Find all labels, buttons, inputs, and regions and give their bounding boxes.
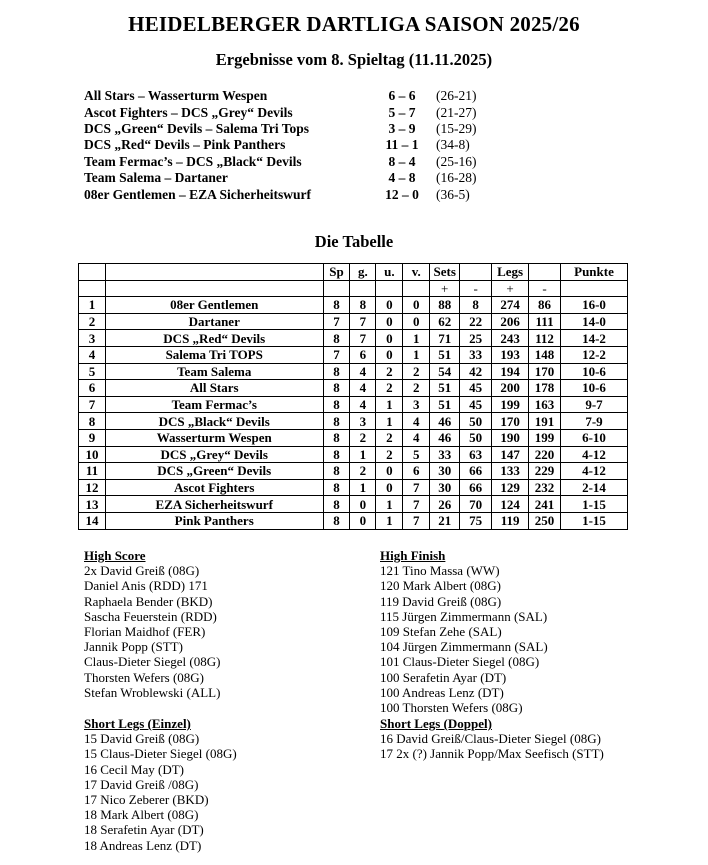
cell-sets-minus: 50	[460, 429, 492, 446]
table-row	[79, 446, 628, 463]
header-v: v.	[403, 264, 430, 281]
header-sp: Sp	[323, 264, 350, 281]
cell-legs-plus: 170	[492, 413, 529, 430]
cell-u: 2	[376, 380, 403, 397]
result-score: 3 – 9	[388, 120, 416, 136]
cell-g: 7	[350, 313, 376, 330]
cell-legs-minus: 250	[529, 512, 561, 529]
header-punkte: Punkte	[561, 264, 628, 281]
cell-v: 2	[403, 380, 430, 397]
table-row	[79, 413, 628, 430]
cell-sets-minus: 22	[460, 313, 492, 330]
cell-sets-minus: 45	[460, 380, 492, 397]
cell-punkte: 10-6	[561, 363, 628, 380]
high-finish-item: 100 Serafetin Ayar (DT)	[380, 669, 507, 685]
high-finish-item: 121 Tino Massa (WW)	[380, 563, 500, 579]
standings-table	[78, 263, 628, 530]
cell-g: 6	[350, 346, 376, 363]
results-list	[84, 88, 477, 203]
cell-punkte: 14-0	[561, 313, 628, 330]
cell-u: 0	[376, 463, 403, 480]
cell-team: EZA Sicherheitswurf	[105, 496, 323, 513]
result-row	[84, 154, 477, 170]
cell-legs-plus: 190	[492, 429, 529, 446]
cell-sets-plus: 51	[430, 396, 460, 413]
cell-sp: 8	[323, 463, 350, 480]
header-g: g.	[350, 264, 376, 281]
high-score-item: Jannik Popp (STT)	[84, 639, 183, 655]
cell-rank: 2	[79, 313, 106, 330]
header-legs: Legs	[492, 264, 529, 281]
high-score-item: Daniel Anis (RDD) 171	[84, 578, 208, 594]
result-match: All Stars – Wasserturm Wespen	[84, 88, 268, 104]
subheader-legs-plus: +	[492, 280, 529, 297]
cell-punkte: 14-2	[561, 330, 628, 347]
cell-sets-plus: 26	[430, 496, 460, 513]
page-subtitle: Ergebnisse vom 8. Spieltag (11.11.2025)	[215, 50, 493, 69]
short-legs-einzel-section	[84, 716, 237, 853]
result-match: 08er Gentlemen – EZA Sicherheitswurf	[84, 186, 311, 202]
subheader-blank	[561, 280, 628, 297]
cell-u: 2	[376, 446, 403, 463]
short-legs-einzel-item: 17 Nico Zeberer (BKD)	[84, 792, 209, 808]
high-score-section	[84, 548, 220, 700]
high-finish-item: 100 Thorsten Wefers (08G)	[380, 700, 523, 716]
cell-sp: 8	[323, 496, 350, 513]
cell-u: 0	[376, 330, 403, 347]
subheader-sets-minus: -	[460, 280, 492, 297]
result-score: 8 – 4	[388, 153, 416, 169]
high-finish-item: 104 Jürgen Zimmermann (SAL)	[380, 639, 548, 655]
cell-g: 3	[350, 413, 376, 430]
standings-header-row	[79, 264, 628, 281]
result-match: Team Salema – Dartaner	[84, 170, 228, 186]
cell-sp: 8	[323, 446, 350, 463]
cell-legs-minus: 220	[529, 446, 561, 463]
subheader-blank	[376, 280, 403, 297]
cell-rank: 13	[79, 496, 106, 513]
short-legs-doppel-heading: Short Legs (Doppel)	[380, 716, 492, 731]
cell-sets-plus: 33	[430, 446, 460, 463]
cell-u: 0	[376, 313, 403, 330]
high-score-item: 2x David Greiß (08G)	[84, 563, 200, 579]
cell-legs-plus: 194	[492, 363, 529, 380]
cell-u: 1	[376, 413, 403, 430]
cell-sets-minus: 70	[460, 496, 492, 513]
cell-v: 3	[403, 396, 430, 413]
cell-punkte: 1-15	[561, 512, 628, 529]
cell-sets-minus: 25	[460, 330, 492, 347]
high-finish-item: 120 Mark Albert (08G)	[380, 578, 501, 594]
cell-v: 1	[403, 330, 430, 347]
cell-sets-plus: 51	[430, 380, 460, 397]
cell-sets-minus: 75	[460, 512, 492, 529]
cell-legs-plus: 147	[492, 446, 529, 463]
table-row	[79, 496, 628, 513]
result-score: 4 – 8	[388, 170, 416, 186]
high-score-item: Stefan Wroblewski (ALL)	[84, 684, 221, 700]
subheader-blank	[105, 280, 323, 297]
cell-u: 0	[376, 346, 403, 363]
cell-rank: 14	[79, 512, 106, 529]
result-match: Ascot Fighters – DCS „Grey“ Devils	[84, 104, 293, 120]
cell-u: 1	[376, 496, 403, 513]
cell-sets-minus: 33	[460, 346, 492, 363]
result-legs: (26-21)	[436, 88, 477, 104]
cell-punkte: 2-14	[561, 479, 628, 496]
cell-g: 1	[350, 446, 376, 463]
result-row	[84, 121, 477, 137]
short-legs-doppel-item: 17 2x (?) Jannik Popp/Max Seefisch (STT)	[380, 746, 604, 762]
cell-v: 1	[403, 346, 430, 363]
result-score: 12 – 0	[385, 186, 419, 202]
high-score-item: Florian Maidhof (FER)	[84, 624, 206, 640]
cell-g: 2	[350, 429, 376, 446]
table-row	[79, 429, 628, 446]
result-match: DCS „Green“ Devils – Salema Tri Tops	[84, 120, 310, 136]
cell-team: Dartaner	[105, 313, 323, 330]
cell-team: DCS „Red“ Devils	[105, 330, 323, 347]
cell-punkte: 9-7	[561, 396, 628, 413]
result-row	[84, 104, 477, 120]
cell-sets-minus: 50	[460, 413, 492, 430]
cell-v: 5	[403, 446, 430, 463]
cell-legs-minus: 111	[529, 313, 561, 330]
cell-sp: 8	[323, 330, 350, 347]
cell-sets-plus: 30	[430, 463, 460, 480]
short-legs-doppel-item: 16 David Greiß/Claus-Dieter Siegel (08G)	[380, 731, 601, 747]
cell-sets-minus: 66	[460, 479, 492, 496]
cell-legs-minus: 241	[529, 496, 561, 513]
cell-g: 7	[350, 330, 376, 347]
subheader-legs-minus: -	[529, 280, 561, 297]
header-legs-blank	[529, 264, 561, 281]
cell-legs-minus: 178	[529, 380, 561, 397]
cell-legs-minus: 232	[529, 479, 561, 496]
cell-sets-plus: 71	[430, 330, 460, 347]
cell-team: Team Salema	[105, 363, 323, 380]
cell-rank: 10	[79, 446, 106, 463]
cell-legs-plus: 119	[492, 512, 529, 529]
cell-u: 2	[376, 363, 403, 380]
result-legs: (25-16)	[436, 153, 477, 169]
cell-rank: 7	[79, 396, 106, 413]
result-legs: (21-27)	[436, 104, 477, 120]
result-row	[84, 88, 477, 104]
cell-legs-minus: 229	[529, 463, 561, 480]
cell-sets-plus: 30	[430, 479, 460, 496]
cell-g: 4	[350, 363, 376, 380]
subheader-blank	[350, 280, 376, 297]
cell-sets-minus: 63	[460, 446, 492, 463]
cell-team: Wasserturm Wespen	[105, 429, 323, 446]
short-legs-einzel-heading: Short Legs (Einzel)	[84, 716, 191, 731]
cell-v: 0	[403, 297, 430, 314]
cell-legs-plus: 193	[492, 346, 529, 363]
cell-sp: 7	[323, 346, 350, 363]
cell-team: DCS „Green“ Devils	[105, 463, 323, 480]
cell-sp: 8	[323, 429, 350, 446]
cell-sets-minus: 66	[460, 463, 492, 480]
cell-v: 0	[403, 313, 430, 330]
high-score-item: Claus-Dieter Siegel (08G)	[84, 654, 221, 670]
cell-legs-plus: 206	[492, 313, 529, 330]
header-sets-blank	[460, 264, 492, 281]
table-row	[79, 380, 628, 397]
cell-sp: 8	[323, 479, 350, 496]
high-finish-item: 115 Jürgen Zimmermann (SAL)	[380, 608, 548, 624]
cell-v: 7	[403, 496, 430, 513]
high-finish-section	[380, 548, 548, 715]
short-legs-einzel-item: 18 Andreas Lenz (DT)	[84, 837, 202, 853]
short-legs-einzel-item: 18 Serafetin Ayar (DT)	[84, 822, 204, 838]
cell-team: 08er Gentlemen	[105, 297, 323, 314]
short-legs-einzel-item: 17 David Greiß /08G)	[84, 776, 199, 792]
cell-u: 1	[376, 396, 403, 413]
standings-subheader-row	[79, 280, 628, 297]
cell-punkte: 12-2	[561, 346, 628, 363]
cell-sp: 7	[323, 313, 350, 330]
cell-legs-plus: 129	[492, 479, 529, 496]
table-row	[79, 396, 628, 413]
subheader-blank	[323, 280, 350, 297]
table-row	[79, 313, 628, 330]
cell-legs-minus: 163	[529, 396, 561, 413]
cell-g: 2	[350, 463, 376, 480]
high-finish-item: 109 Stefan Zehe (SAL)	[380, 624, 502, 640]
result-row	[84, 186, 477, 202]
cell-punkte: 6-10	[561, 429, 628, 446]
high-score-item: Raphaela Bender (BKD)	[84, 593, 213, 609]
cell-punkte: 4-12	[561, 446, 628, 463]
cell-v: 6	[403, 463, 430, 480]
table-row	[79, 463, 628, 480]
table-row	[79, 346, 628, 363]
cell-punkte: 4-12	[561, 463, 628, 480]
cell-rank: 5	[79, 363, 106, 380]
result-row	[84, 170, 477, 186]
cell-g: 4	[350, 396, 376, 413]
cell-punkte: 10-6	[561, 380, 628, 397]
cell-g: 8	[350, 297, 376, 314]
cell-legs-plus: 199	[492, 396, 529, 413]
result-legs: (34-8)	[436, 137, 470, 153]
cell-g: 1	[350, 479, 376, 496]
cell-legs-plus: 243	[492, 330, 529, 347]
cell-legs-plus: 124	[492, 496, 529, 513]
cell-rank: 11	[79, 463, 106, 480]
cell-legs-minus: 148	[529, 346, 561, 363]
cell-sets-minus: 42	[460, 363, 492, 380]
cell-v: 4	[403, 413, 430, 430]
cell-legs-minus: 86	[529, 297, 561, 314]
cell-u: 2	[376, 429, 403, 446]
cell-rank: 12	[79, 479, 106, 496]
table-row	[79, 479, 628, 496]
cell-v: 4	[403, 429, 430, 446]
cell-punkte: 1-15	[561, 496, 628, 513]
cell-legs-plus: 200	[492, 380, 529, 397]
high-finish-item: 100 Andreas Lenz (DT)	[380, 684, 504, 700]
cell-sp: 8	[323, 396, 350, 413]
cell-sp: 8	[323, 363, 350, 380]
cell-v: 7	[403, 512, 430, 529]
cell-legs-plus: 274	[492, 297, 529, 314]
cell-team: Team Fermac’s	[105, 396, 323, 413]
cell-g: 0	[350, 496, 376, 513]
result-match: Team Fermac’s – DCS „Black“ Devils	[84, 153, 302, 169]
cell-sets-minus: 45	[460, 396, 492, 413]
cell-team: Ascot Fighters	[105, 479, 323, 496]
cell-sp: 8	[323, 413, 350, 430]
cell-u: 1	[376, 512, 403, 529]
cell-team: Salema Tri TOPS	[105, 346, 323, 363]
result-score: 5 – 7	[388, 104, 416, 120]
result-score: 6 – 6	[388, 88, 416, 104]
cell-punkte: 7-9	[561, 413, 628, 430]
cell-u: 0	[376, 297, 403, 314]
cell-team: Pink Panthers	[105, 512, 323, 529]
high-score-heading: High Score	[84, 548, 146, 563]
subheader-blank	[79, 280, 106, 297]
cell-sets-plus: 46	[430, 413, 460, 430]
cell-legs-minus: 170	[529, 363, 561, 380]
cell-team: All Stars	[105, 380, 323, 397]
cell-rank: 9	[79, 429, 106, 446]
cell-g: 4	[350, 380, 376, 397]
high-finish-item: 101 Claus-Dieter Siegel (08G)	[380, 654, 540, 670]
table-row	[79, 512, 628, 529]
result-row	[84, 137, 477, 153]
page-title: HEIDELBERGER DARTLIGA SAISON 2025/26	[128, 12, 580, 36]
cell-v: 7	[403, 479, 430, 496]
table-row	[79, 330, 628, 347]
result-legs: (15-29)	[436, 120, 477, 136]
cell-sets-plus: 51	[430, 346, 460, 363]
cell-punkte: 16-0	[561, 297, 628, 314]
table-row	[79, 297, 628, 314]
cell-rank: 3	[79, 330, 106, 347]
cell-rank: 4	[79, 346, 106, 363]
cell-team: DCS „Grey“ Devils	[105, 446, 323, 463]
cell-sp: 8	[323, 512, 350, 529]
cell-sets-minus: 8	[460, 297, 492, 314]
subheader-blank	[403, 280, 430, 297]
header-sets: Sets	[430, 264, 460, 281]
cell-legs-minus: 199	[529, 429, 561, 446]
cell-rank: 1	[79, 297, 106, 314]
cell-sp: 8	[323, 380, 350, 397]
cell-rank: 6	[79, 380, 106, 397]
short-legs-einzel-item: 16 Cecil May (DT)	[84, 761, 185, 777]
table-row	[79, 363, 628, 380]
cell-g: 0	[350, 512, 376, 529]
short-legs-einzel-item: 18 Mark Albert (08G)	[84, 807, 199, 823]
cell-sets-plus: 21	[430, 512, 460, 529]
result-score: 11 – 1	[385, 137, 419, 153]
cell-legs-minus: 191	[529, 413, 561, 430]
cell-legs-plus: 133	[492, 463, 529, 480]
cell-sets-plus: 88	[430, 297, 460, 314]
result-legs: (36-5)	[436, 186, 470, 202]
short-legs-einzel-item: 15 Claus-Dieter Siegel (08G)	[84, 746, 237, 762]
cell-legs-minus: 112	[529, 330, 561, 347]
cell-u: 0	[376, 479, 403, 496]
high-score-item: Thorsten Wefers (08G)	[84, 669, 205, 685]
cell-sets-plus: 62	[430, 313, 460, 330]
header-u: u.	[376, 264, 403, 281]
cell-team: DCS „Black“ Devils	[105, 413, 323, 430]
high-finish-item: 119 David Greiß (08G)	[380, 593, 502, 609]
cell-v: 2	[403, 363, 430, 380]
short-legs-doppel-section	[380, 716, 604, 762]
header-team	[105, 264, 323, 281]
result-match: DCS „Red“ Devils – Pink Panthers	[84, 137, 286, 153]
table-title: Die Tabelle	[314, 232, 394, 251]
cell-rank: 8	[79, 413, 106, 430]
cell-sp: 8	[323, 297, 350, 314]
short-legs-einzel-item: 15 David Greiß (08G)	[84, 731, 200, 747]
cell-sets-plus: 46	[430, 429, 460, 446]
high-finish-heading: High Finish	[380, 548, 446, 563]
high-score-item: Sascha Feuerstein (RDD)	[84, 608, 217, 624]
header-rank	[79, 264, 106, 281]
result-legs: (16-28)	[436, 170, 477, 186]
cell-sets-plus: 54	[430, 363, 460, 380]
subheader-sets-plus: +	[430, 280, 460, 297]
